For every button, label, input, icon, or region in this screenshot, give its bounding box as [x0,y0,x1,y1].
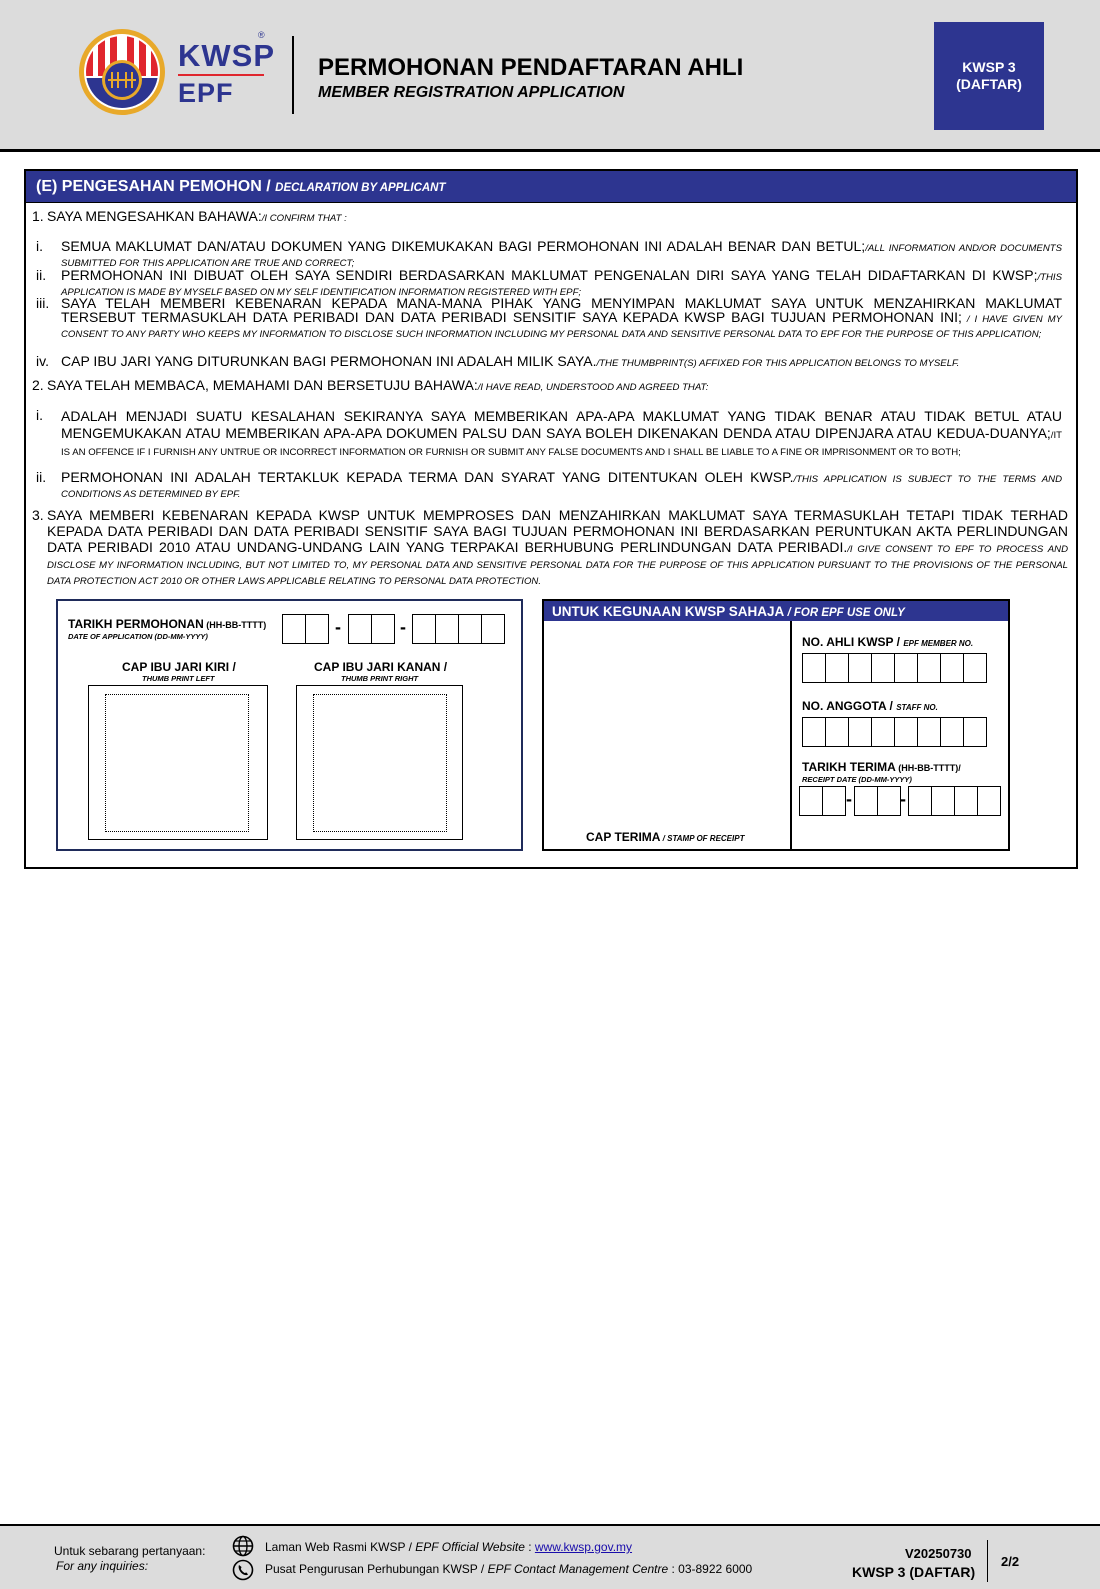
subitem-number: iii. [36,295,50,311]
thumb-right-label-en: THUMB PRINT RIGHT [341,674,419,683]
thumb-print-left-area [105,694,249,832]
item-text: SAYA MENGESAHKAN BAHAWA: [47,208,262,224]
item-number: 3. [32,507,44,523]
date-month-boxes[interactable] [348,614,394,644]
website-label: Laman Web Rasmi KWSP / [265,1540,416,1554]
page-number: 2/2 [1001,1554,1020,1569]
kwsp-logo [78,28,275,120]
subitem-text: CAP IBU JARI YANG DITURUNKAN BAGI PERMOHONAN INI ADALAH MILIK SAYA. [61,353,597,369]
epf-member-no-boxes[interactable] [802,653,986,683]
date-dash: - [335,617,341,637]
epf-use-only-header-en: / FOR EPF USE ONLY [784,607,905,619]
website-label-en: EPF Official Website [415,1540,525,1554]
form-code-line2: (DAFTAR) [956,76,1022,92]
form-version: V20250730 [905,1546,972,1561]
thumb-print-right-area [313,694,447,832]
date-dash: - [900,789,906,809]
logo-kwsp-text: KWSP [178,38,275,73]
subitem-text: SEMUA MAKLUMAT DAN/ATAU DOKUMEN YANG DIKEMUKAKAN BAGI PERMOHONAN INI ADALAH BENAR DAN BETUL; [61,238,866,254]
page-title: PERMOHONAN PENDAFTARAN AHLI [318,54,744,81]
subitem-text-en: / I HAVE GIVEN MY CONSENT TO ANY PARTY WHO KEEPS MY INFORMATION TO DISCLOSE SUCH INFORMATION INCLUDING MY PERSONAL DATA AND SENSITIVE PERSONAL DATA TO EPF FOR THE PURPOSE OF THIS APPLICATION; [61,314,1063,340]
thumb-print-right-box[interactable] [296,685,463,840]
item-text-en: /I GIVE CONSENT TO EPF TO PROCESS AND DISCLOSE MY INFORMATION INCLUDING, BUT NOT LIMITED TO, MY PERSONAL DATA AND SENSITIVE PERSONAL DATA FOR THE PURPOSE OF THIS APPLICATION PURSUANT TO THE PROVISIONS OF THE PERSONAL DATA PROTECTION ACT 2010 OR OTHER LAWS APPLICABLE RELATING TO PERSONAL DATA PROTECTION. [47,544,1069,587]
thumb-right-label: CAP IBU JARI KANAN / [314,660,448,674]
stamp-of-receipt-label-en: / STAMP OF RECEIPT [660,834,745,843]
subitem-number: ii. [36,469,47,485]
registered-mark: ® [258,30,265,40]
subitem-text-en: /IT IS AN OFFENCE IF I FURNISH ANY UNTRUE OR INCORRECT INFORMATION OR FURNISH OR SUBMIT ANY FALSE DOCUMENTS AND I SHALL BE LIABLE TO A FINE OR IMPRISONMENT OR TO BOTH; [61,430,1062,458]
date-of-application-label-en: DATE OF APPLICATION (DD-MM-YYYY) [68,632,208,641]
website-link[interactable]: www.kwsp.gov.my [534,1540,633,1554]
globe-icon [232,1535,254,1557]
declaration-item-1 [32,209,1068,226]
office-divider [790,621,792,849]
contact-label-en: EPF Contact Management Centre [487,1562,669,1576]
item-number: 2. [32,377,44,393]
footer-divider [987,1540,988,1582]
declaration-subitem-1-ii [36,268,1062,298]
staff-no-boxes[interactable] [802,717,986,747]
stamp-of-receipt-label: CAP TERIMA / STAMP OF RECEIPT [586,830,745,844]
contact-line [265,1562,752,1576]
subitem-text-en: /THE THUMBPRINT(S) AFFIXED FOR THIS APPLICATION BELONGS TO MYSELF. [596,358,960,369]
subitem-text: ADALAH MENJADI SUATU KESALAHAN SEKIRANYA SAYA MEMBERIKAN APA-APA MAKLUMAT YANG TIDAK BENAR ATAU TIDAK BETUL ATAU MENGEMUKAKAN ATAU MEMBERIKAN APA-APA DOKUMEN PALSU DAN SAYA BOLEH DIKENAKAN DENDA ATAU DIPENJARA ATAU KEDUA-DUANYA; [61,408,1062,441]
footer-form-code: KWSP 3 (DAFTAR) [852,1564,976,1580]
subitem-number: i. [36,407,43,423]
logo-epf-text: EPF [178,78,234,108]
item-text-en: /I CONFIRM THAT : [261,213,347,224]
logo-divider [178,74,264,76]
subitem-text: PERMOHONAN INI ADALAH TERTAKLUK KEPADA TERMA DAN SYARAT YANG DITENTUKAN OLEH KWSP. [61,469,794,485]
contact-phone: : 03-8922 6000 [668,1562,753,1576]
receipt-date-label-en: RECEIPT DATE (DD-MM-YYYY) [802,775,912,784]
page-subtitle: MEMBER REGISTRATION APPLICATION [318,84,625,101]
form-code-line1: KWSP 3 [962,59,1016,75]
date-format-label: (HH-BB-TTTT) [203,620,267,630]
subitem-text: SAYA TELAH MEMBERI KEBENARAN KEPADA MANA-MANA PIHAK YANG MENYIMPAN MAKLUMAT SAYA UNTUK MENZAHIRKAN MAKLUMAT TERSEBUT TERMASUKLAH DATA PERIBADI DAN DATA PERIBADI SENSITIF SAYA KEPADA KWSP BAGI TUJUAN PERMOHONAN INI; [61,295,1062,325]
inquiries-label-en: For any inquiries: [56,1559,149,1573]
subitem-text-en: /THIS APPLICATION IS SUBJECT TO THE TERMS AND CONDITIONS AS DETERMINED BY EPF. [61,474,1062,500]
form-code-badge [934,22,1044,130]
page-footer [0,1524,1100,1589]
date-year-boxes[interactable] [412,614,504,644]
section-title-en: DECLARATION BY APPLICANT [275,182,446,194]
receipt-month-boxes[interactable] [854,786,900,816]
applicant-box [56,599,523,851]
receipt-day-boxes[interactable] [799,786,845,816]
website-line: Laman Web Rasmi KWSP / EPF Official Website : www.kwsp.gov.my [265,1540,633,1554]
item-number: 1. [32,208,44,224]
declaration-subitem-2-i [36,408,1062,459]
section-header [26,171,1076,203]
subitem-number: iv. [36,353,49,369]
epf-use-only-box [542,599,1010,851]
header-divider [292,36,294,114]
receipt-date-label: TARIKH TERIMA (HH-BB-TTTT)/ [802,760,961,774]
item-text-en: /I HAVE READ, UNDERSTOOD AND AGREED THAT: [477,382,709,393]
date-day-boxes[interactable] [282,614,328,644]
thumb-left-label: CAP IBU JARI KIRI / [122,660,236,674]
subitem-number: i. [36,238,43,254]
epf-member-no-label-en: EPF MEMBER NO. [903,639,974,648]
subitem-number: ii. [36,267,47,283]
date-dash: - [400,617,406,637]
date-of-application-label: TARIKH PERMOHONAN (HH-BB-TTTT) [68,617,267,631]
thumb-left-label-en: THUMB PRINT LEFT [142,674,215,683]
receipt-year-boxes[interactable] [908,786,1000,816]
staff-no-label-en: STAFF NO. [896,703,938,712]
section-title: (E) PENGESAHAN PEMOHON / DECLARATION BY APPLICANT [36,178,446,195]
receipt-date-format: (HH-BB-TTTT)/ [895,763,961,773]
inquiries-label: Untuk sebarang pertanyaan: [54,1544,206,1558]
thumb-print-left-box[interactable] [88,685,268,840]
subitem-text: PERMOHONAN INI DIBUAT OLEH SAYA SENDIRI BERDASARKAN MAKLUMAT PENGENALAN DIRI SAYA YANG TELAH DIDAFTARKAN DI KWSP; [61,267,1038,283]
epf-use-only-header: UNTUK KEGUNAAN KWSP SAHAJA / FOR EPF USE ONLY [544,601,1008,621]
page-header [0,0,1100,152]
declaration-item-3 [32,507,1068,587]
phone-icon [232,1559,254,1581]
contact-label: Pusat Pengurusan Perhubungan KWSP / [265,1562,488,1576]
subitem-text-en: /ALL INFORMATION AND/OR DOCUMENTS SUBMITTED FOR THIS APPLICATION ARE TRUE AND CORRECT; [61,243,1063,269]
declaration-subitem-2-ii [36,470,1062,500]
kwsp-seal-icon [78,28,166,116]
staff-no-label: NO. ANGGOTA / STAFF NO. [802,699,938,713]
epf-member-no-label: NO. AHLI KWSP / EPF MEMBER NO. [802,635,974,649]
declaration-subitem-1-iii [36,296,1062,340]
declaration-item-2 [32,378,1068,395]
date-dash: - [846,789,852,809]
item-text: SAYA MEMBERI KEBENARAN KEPADA KWSP UNTUK MEMPROSES DAN MENZAHIRKAN MAKLUMAT SAYA TERMASUKLAH TETAPI TIDAK TERHAD KEPADA DATA PERIBADI DAN DATA PERIBADI SENSITIF SAYA BAGI TUJUAN PERMOHONAN INI BERDASARKAN PERUNTUKAN AKTA PERLINDUNGAN DATA PERIBADI 2010 ATAU UNDANG-UNDANG LAIN YANG TERPAKAI BERHUBUNG PERLINDUNGAN DATA PERIBADI. [47,507,1068,555]
declaration-subitem-1-i [36,239,1062,269]
subitem-text-en: /THIS APPLICATION IS MADE BY MYSELF BASED ON MY SELF IDENTIFICATION INFORMATION REGISTERED WITH EPF; [61,272,1062,298]
item-text: SAYA TELAH MEMBACA, MEMAHAMI DAN BERSETUJU BAHAWA: [47,377,478,393]
declaration-subitem-1-iv [36,354,1062,369]
